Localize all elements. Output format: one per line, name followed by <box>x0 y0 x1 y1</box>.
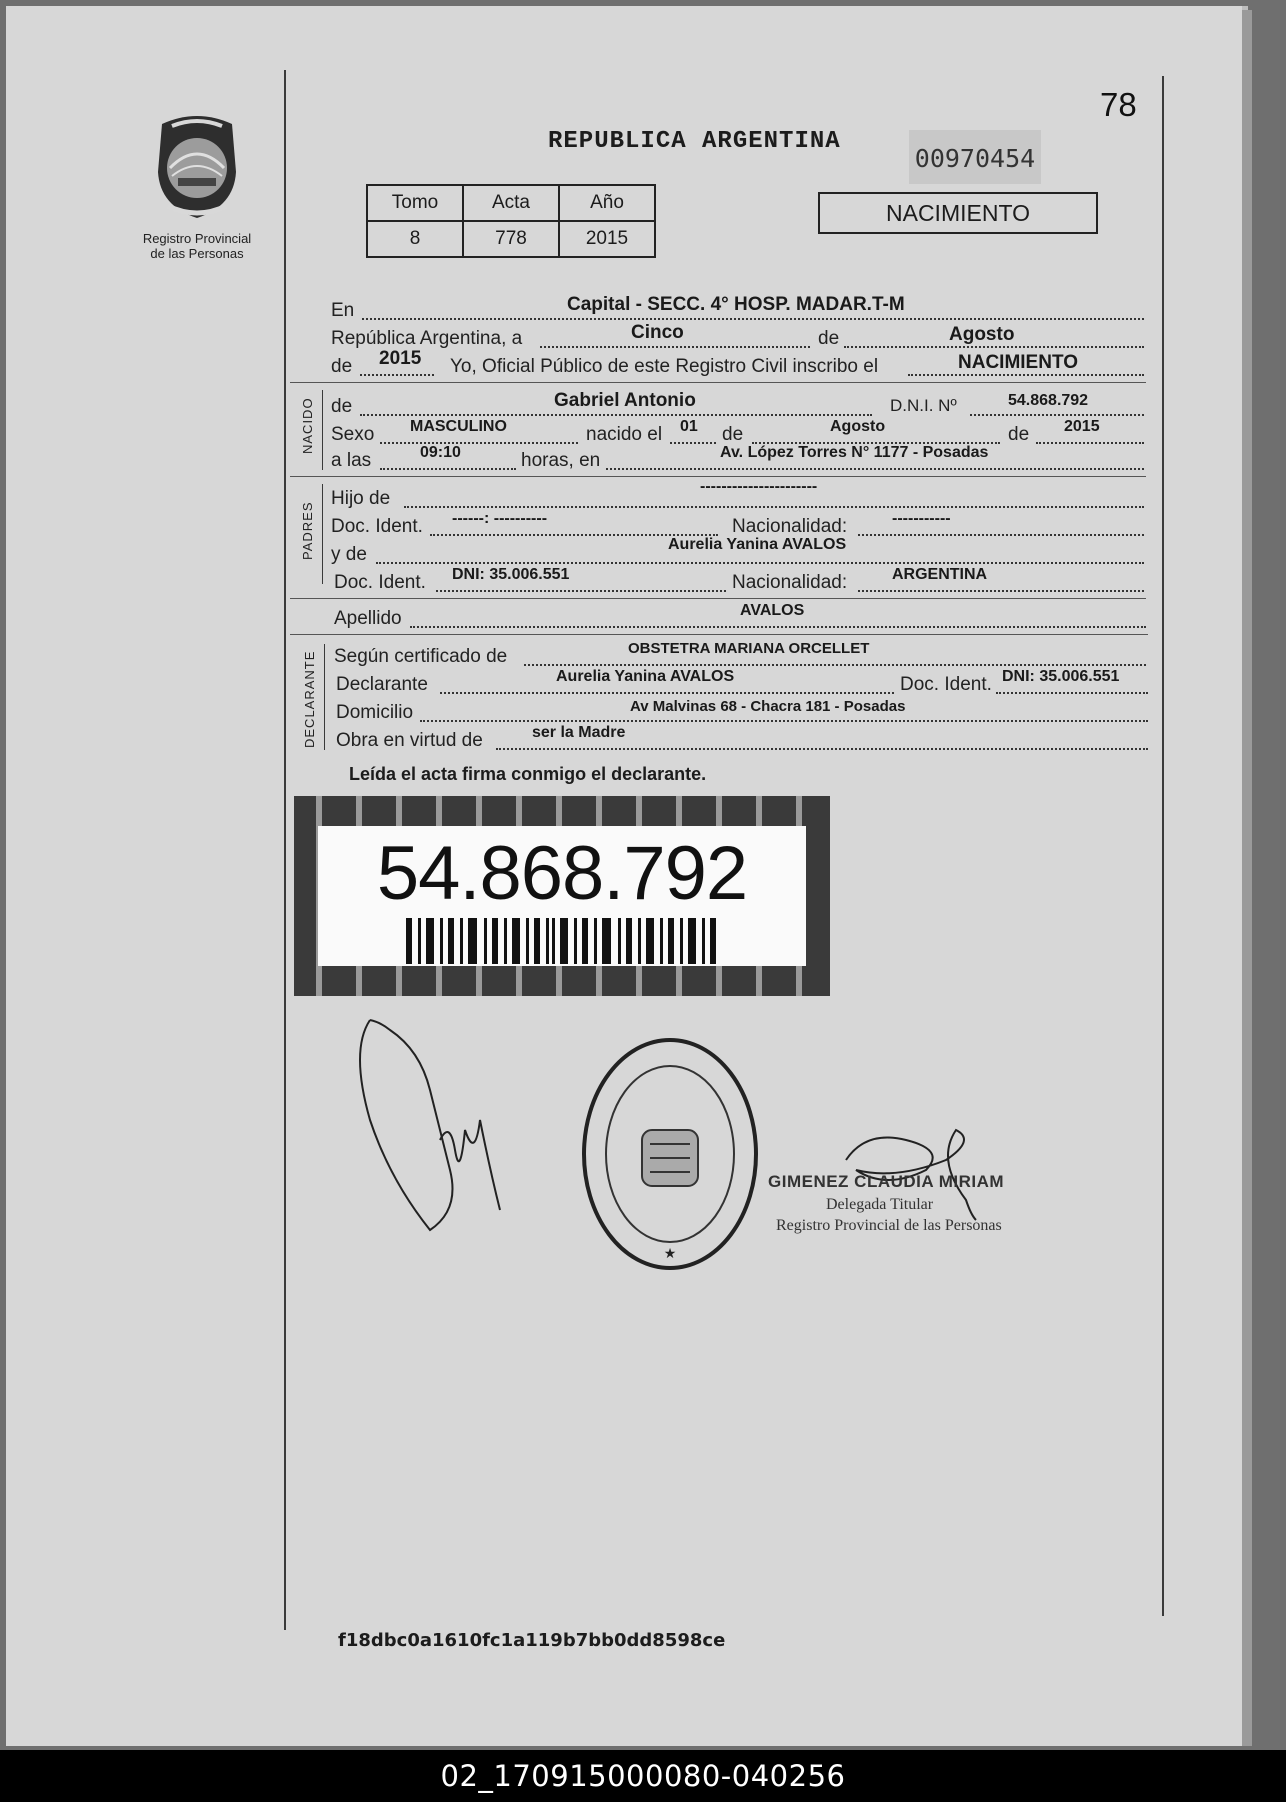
value-nac-padre: ----------- <box>892 510 951 527</box>
side-label-nacido: NACIDO <box>300 397 315 454</box>
value-anio: 2015 <box>559 221 655 257</box>
dni-badge-number: 54.868.792 <box>376 831 748 916</box>
label-nacido-el: nacido el <box>586 424 663 445</box>
serial-number-stamp: 00970454 <box>909 130 1041 184</box>
nacido-bracket <box>322 390 323 470</box>
right-frame-line <box>1162 76 1164 1616</box>
label-de-anio: de <box>331 356 353 377</box>
header-anio: Año <box>559 185 655 221</box>
country-title: REPUBLICA ARGENTINA <box>548 128 841 155</box>
dots-certificado <box>524 664 1146 666</box>
label-yo: Yo, Oficial Público de este Registro Civil inscribo el <box>450 356 879 377</box>
left-frame-line <box>284 70 286 1630</box>
value-nac-madre: ARGENTINA <box>892 566 988 583</box>
value-tomo: 8 <box>367 221 463 257</box>
dots-acto <box>908 374 1144 376</box>
dots-madre <box>376 562 1144 564</box>
value-dia-texto: Cinco <box>631 322 684 343</box>
dots-obra <box>496 748 1148 750</box>
label-obra: Obra en virtud de <box>336 730 483 751</box>
value-sexo: MASCULINO <box>410 418 507 435</box>
document-type-box: NACIMIENTO <box>818 192 1098 234</box>
dots-nombre <box>360 414 872 416</box>
official-stamp-icon <box>578 1034 762 1274</box>
label-y-de: y de <box>331 544 367 565</box>
value-apellido: AVALOS <box>740 602 805 619</box>
label-hijo-de: Hijo de <box>331 488 391 509</box>
dots-nac-padre <box>858 534 1144 536</box>
value-certificado: OBSTETRA MARIANA ORCELLET <box>628 640 870 657</box>
label-apellido: Apellido <box>334 608 402 629</box>
label-doc-ident-1: Doc. Ident. <box>331 516 423 537</box>
dots-sexo <box>380 442 578 444</box>
misiones-seal-icon <box>142 110 252 222</box>
label-dni: D.N.I. Nº <box>890 396 957 415</box>
value-doc-padre: ------: ---------- <box>452 510 548 527</box>
separator-1 <box>290 382 1146 383</box>
page-edge <box>1242 10 1252 1746</box>
label-declarante: Declarante <box>336 674 428 695</box>
dots-dni <box>970 414 1144 416</box>
value-mes-texto: Agosto <box>949 324 1015 345</box>
page-number: 78 <box>1100 86 1137 123</box>
dni-number-badge <box>294 796 830 996</box>
padres-bracket <box>322 484 323 584</box>
dots-dia-nac <box>670 442 716 444</box>
separator-2 <box>290 476 1146 477</box>
value-acto: NACIMIENTO <box>958 352 1078 373</box>
dots-padre <box>404 506 1144 508</box>
province-logo <box>142 110 252 260</box>
record-table-header <box>367 185 655 221</box>
value-anio-nac: 2015 <box>1064 418 1100 435</box>
value-acta: 778 <box>463 221 559 257</box>
official-registry: Registro Provincial de las Personas <box>776 1217 1002 1234</box>
label-republica: República Argentina, a <box>331 328 523 349</box>
dots-anio-nac <box>1036 442 1144 444</box>
value-declarante: Aurelia Yanina AVALOS <box>556 668 735 685</box>
header-acta: Acta <box>463 185 559 221</box>
barcode-icon <box>406 918 716 964</box>
official-role: Delegada Titular <box>826 1196 934 1213</box>
value-doc-declarante: DNI: 35.006.551 <box>1002 668 1120 685</box>
dots-apellido <box>410 626 1146 628</box>
official-name: GIMENEZ CLAUDIA MIRIAM <box>768 1172 1005 1191</box>
value-domicilio: Av Malvinas 68 - Chacra 181 - Posadas <box>630 698 906 715</box>
header-tomo: Tomo <box>367 185 463 221</box>
svg-text:★: ★ <box>663 1246 677 1262</box>
separator-3 <box>290 598 1146 599</box>
dots-en <box>362 318 1144 320</box>
value-padre: ---------------------- <box>700 478 818 495</box>
label-doc-ident-3: Doc. Ident. <box>900 674 992 695</box>
footer-id-bar: 02_170915000080-040256 <box>0 1750 1286 1802</box>
label-sexo: Sexo <box>331 424 375 445</box>
label-doc-ident-2: Doc. Ident. <box>334 572 426 593</box>
value-dni: 54.868.792 <box>1008 392 1089 409</box>
dots-hora <box>380 468 516 470</box>
side-label-padres: PADRES <box>300 501 315 560</box>
logo-caption-line2: de las Personas <box>150 246 244 261</box>
label-segun: Según certificado de <box>334 646 508 667</box>
closing-statement: Leída el acta firma conmigo el declarante. <box>349 764 707 784</box>
dots-domicilio <box>420 720 1148 722</box>
value-nombre: Gabriel Antonio <box>554 390 696 411</box>
value-dia-nac: 01 <box>680 418 698 435</box>
dots-doc-declarante <box>996 692 1148 694</box>
value-madre: Aurelia Yanina AVALOS <box>668 536 847 553</box>
record-table <box>366 184 656 258</box>
value-anio: 2015 <box>379 348 422 369</box>
value-lugar: Capital - SECC. 4° HOSP. MADAR.T-M <box>567 294 905 315</box>
document-hash: f18dbc0a1610fc1a119b7bb0dd8598ce <box>338 1630 726 1651</box>
label-domicilio: Domicilio <box>336 702 414 723</box>
label-de-mes: de <box>818 328 840 349</box>
dots-declarante <box>440 692 894 694</box>
dots-anio <box>360 374 434 376</box>
value-obra: ser la Madre <box>532 724 626 741</box>
dots-lugar-nac <box>606 468 1144 470</box>
label-en: En <box>331 300 355 321</box>
value-mes-nac: Agosto <box>830 418 886 435</box>
dots-dia <box>540 346 810 348</box>
declarante-bracket <box>324 644 325 750</box>
value-doc-madre: DNI: 35.006.551 <box>452 566 570 583</box>
dots-mes <box>844 346 1144 348</box>
label-de-anio-nac: de <box>1008 424 1030 445</box>
label-horas-en: horas, en <box>521 450 601 471</box>
dots-nac-madre <box>858 590 1144 592</box>
dni-badge-inner <box>318 826 806 966</box>
declarant-signature-icon <box>350 1010 530 1240</box>
logo-caption-line1: Registro Provincial <box>142 231 252 246</box>
record-table-values <box>367 221 655 257</box>
value-hora: 09:10 <box>420 444 461 461</box>
label-de-nombre: de <box>331 396 353 417</box>
label-nacionalidad-2: Nacionalidad: <box>732 572 848 593</box>
label-nacionalidad-1: Nacionalidad: <box>732 516 848 537</box>
label-de-mes-nac: de <box>722 424 744 445</box>
side-label-declarante: DECLARANTE <box>302 650 317 748</box>
label-a-las: a las <box>331 450 372 471</box>
separator-4 <box>290 634 1148 635</box>
value-lugar-nac: Av. López Torres N° 1177 - Posadas <box>720 444 989 461</box>
dots-doc-madre <box>436 590 726 592</box>
